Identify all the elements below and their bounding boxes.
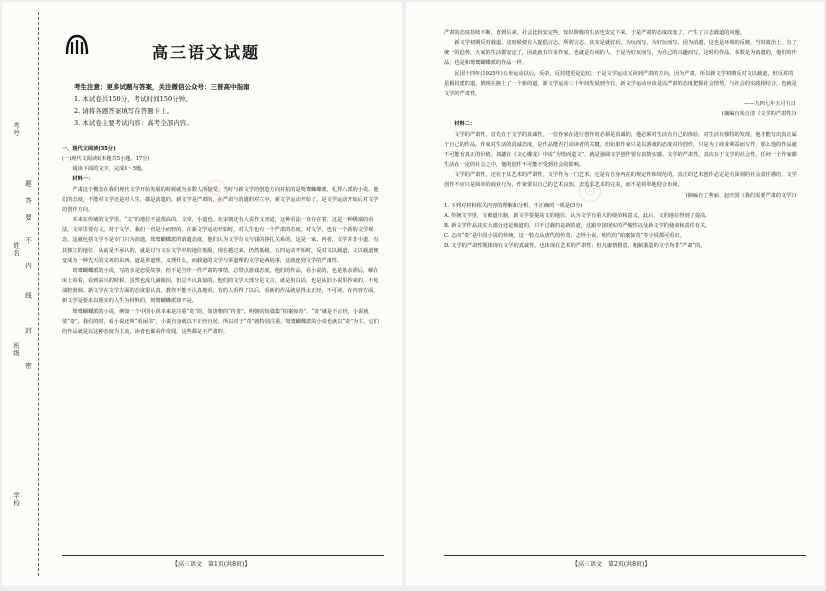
paragraph: 文学的严肃性，首先在于文学的真诚性。一位作家在进行创作时必须是真诚的，他必须对生活有自己的体验，对生活有独特的发现，他才能写出真正属于自己的作品。作家对生活的真诚态度，是作品能否打动读者的关键。但如果作家只是以游戏的态度对待创作，只是为了商业利益而写作，那么他的作品就不可能有真正的价值。刘勰在《文心雕龙》中说“为情而造文”，就是强调文学创作要有真情实感。文学的严肃性，其次在于文学的社会性。任何一个作家都生活在一定的社会之中，他的创作不可能不受到社会的影响。 [444, 131, 797, 169]
paragraph: 材料二： [454, 121, 476, 128]
exam-title: 高三语文试题 [152, 43, 261, 62]
publisher-logo-icon [64, 32, 90, 58]
paragraph: (一)现代文阅读Ⅰ(本题共5小题，17分) [62, 156, 150, 163]
footer-rule [444, 555, 806, 556]
seal-char: 内 [24, 262, 32, 270]
notice-item: 1. 本试卷共150分，考试时间150分钟。 [74, 95, 192, 103]
seal-line [38, 12, 39, 576]
paragraph: C. 志向“奇”是中国小说的传统，这一特点从唐代的传奇、志怪小说，明代的“拍案惊奇”等小说都可看出。 [444, 233, 685, 240]
paragraph: 鸳鸯蝴蝶派的小说，例如一个中国小说本来是注重“奇”的，如唐朝的“传奇”，明朝的短篇集“拍案惊奇”，“奇”就是不正经，小说就要“奇”。我们的时，看小说还叫“看闲书”，小说自身就以不正经自居，所以对于“奇”就特别注重。鸳鸯蝴蝶派的小说也就以“奇”为主，它们的作品就是以这种态度为主流，读者也都看作奇闻，这些都是不严肃的。 [62, 308, 379, 335]
paragraph: 本来在传统的文学里，“文”的地位不是很高的。文章，小道也。在宋朝还有人说作文害道，这种看法一直存在着，这是一种极端的看法。文章里要有文。对于文学，我们一直是小而轻的，在新文学运动开始时，对人生也有一个严肃的态度。对文学，也有一个新的文学观念，这就包括文学不是专门只为消遣，鸳鸯蝴蝶派的消遣态度，他们认为文学有文与钱的挣扎关系的，这是一家，再者，文学并非小道，有其独立的地位，从前是不承认的，就是讨与文在文学中的地位低级，现在越过来，仍然低级。五四运动开始时，反对文以载道，文以载道便变成为一种先天的义务的东西。道是讲道理，义理什么，而载道的文学与讲道理的文学是两码事，这就连到文学的严肃性。 [62, 217, 379, 264]
paragraph: 一、现代文阅读(35分) [62, 146, 116, 152]
notice-item: 3. 本试卷主要考试内容：高考全部内容。 [74, 119, 193, 127]
footer-rule [62, 555, 384, 556]
gutter-label-school: 学校 [12, 492, 20, 507]
watermark: ◎ [195, 167, 236, 212]
paragraph: 材料一： [72, 176, 94, 183]
gutter-label-class: 班级 [12, 342, 20, 357]
binding-gutter [2, 2, 60, 586]
notice-head: 考生注意：更多试题与答案，关注微信公众号：三晋高中指南 [74, 83, 250, 91]
paragraph: 鸳鸯蝴蝶派的小说，写的多是恋爱故事，但不是当作一件严肃的事情，总带点游戏态度。他们的作品，看小说的，也是茶余酒后，解在床上看看，看到高兴的时候，虽然也流几滴眼泪，但总不认真似的。他们的文学大部分是文言，就是用白话，也是从旧小说里抄来的，不免油腔滑调。新文学在文学方面的态度很认真，教你不能不认真地看。有的人看得了以后，看新的作品就显得太正经，不可读。在内容方面，新文学是要求以现实的人生为材料的，鸳鸯蝴蝶派却不是。 [62, 267, 379, 305]
exam-notice [74, 81, 384, 129]
paragraph: 阅读下面的文字，完成1～5题。 [72, 166, 147, 173]
gutter-label-exam-no: 考号 [12, 122, 20, 137]
exam-page-2 [406, 2, 824, 586]
page-footer: 【高三语文 第2页(共8页)】 [572, 561, 651, 568]
paragraph: 严肃的态度持续不断，直到后来，社会比较安定些，知识阶级的生活也安定下来，于是严肃的态度改变了，产生了言志载道的问题。 [444, 30, 745, 36]
seal-char: 要 [24, 214, 32, 222]
paragraph: 1. 下列对材料相关内容的理解和分析，不正确的一项是(3分) [444, 202, 583, 209]
seal-char: 不 [24, 237, 32, 245]
watermark: ◎ [569, 167, 610, 212]
seal-char: 密 [24, 362, 32, 370]
seal-char: 答 [24, 197, 32, 205]
paragraph: 文学的严肃性，还在于其艺术的严肃性。文学作为一门艺术，它是有自身内在的规定性和规范的。真正的艺术创作必定是有深刻的社会责任感的，文学创作不应只是简单的商业行为，作家要以自己的艺术良知，去追求艺术的完美，而不是简单地迎合市场。 [444, 172, 797, 189]
paragraph: A. 传统文学里，文被道压制，新文学要提高文的地位，认为文学有重大的使命和意义，此后，文的地位得到了提高。 [444, 212, 711, 219]
exam-page-1 [2, 2, 402, 586]
paragraph: (摘编自朱自清《文学的严肃性》) [721, 111, 796, 118]
paragraph: (摘编自丁秀丽、赵庆国《我们需要严肃的文学》) [685, 192, 796, 199]
paragraph: ——九四七年五月五日 [744, 101, 796, 108]
paragraph: B. 新文学作品其实大部分还是载道的，只不过载的是新的道，这跟中国现实的严峻性以及新文学的使命和责任有关。 [444, 222, 711, 229]
reading-passage-right [444, 28, 798, 251]
paragraph: D. 文学的严肃性既体现在文学的真诚性，也体现在艺术的严肃性；但凡庸情假意，粗制滥造的文学均非“严肃”的。 [444, 243, 706, 250]
gutter-label-name: 姓名 [12, 242, 20, 257]
seal-char: 封 [24, 327, 32, 335]
notice-item: 2. 请将各题答案填写在答题卡上。 [74, 107, 174, 115]
paragraph: 新文学初期反对载道，这时候便有人提倡言志。所谓言志，其实是就好玩，为玩而写，为好玩而写。因为消遣，这也是环境的反映，当时政治上，有了统一的趋势，大家的生活都安定了，因此就有许多作家，也就是有闲的人，于是为好玩而写，为自己的兴趣而写，这时的作品，多数是为消遣的，他们的作品，也是和鸳鸯蝴蝶派的作品一样。 [444, 40, 797, 67]
paragraph: 民国十四年(1925年)五卅运动以后，反帝，反封建更是迫切，于是文学运动又回到严肃的方向。因为严肃，所以新文学初期反对文以载道，但反对的是载封建的道，到现在换上了一个新的道。新文学运动三十年间发展到今日，新文学运动应该是以严肃的态度把握社会情势，与社会的实践相结合，也就是文学的严肃性。 [444, 70, 797, 97]
seal-char: 线 [24, 292, 32, 300]
seal-char: 题 [24, 180, 32, 188]
paragraph: 严肃这个概念在我们现代文学开始发展的时候就为多数人所接受。当时与新文学的创造方向对抗的是鸳鸯蝴蝶派，礼拜六派的小说。他们的态度，不能对文学还是对人生，都是消遣的。新文学是严肃的，在严肃与消遣的对立中，新文学运动开始了，是文学运动开始后对文学的创作方向。 [62, 186, 379, 213]
page-footer: 【高三语文 第1页(共8页)】 [172, 561, 251, 568]
reading-passage-left [62, 144, 382, 337]
